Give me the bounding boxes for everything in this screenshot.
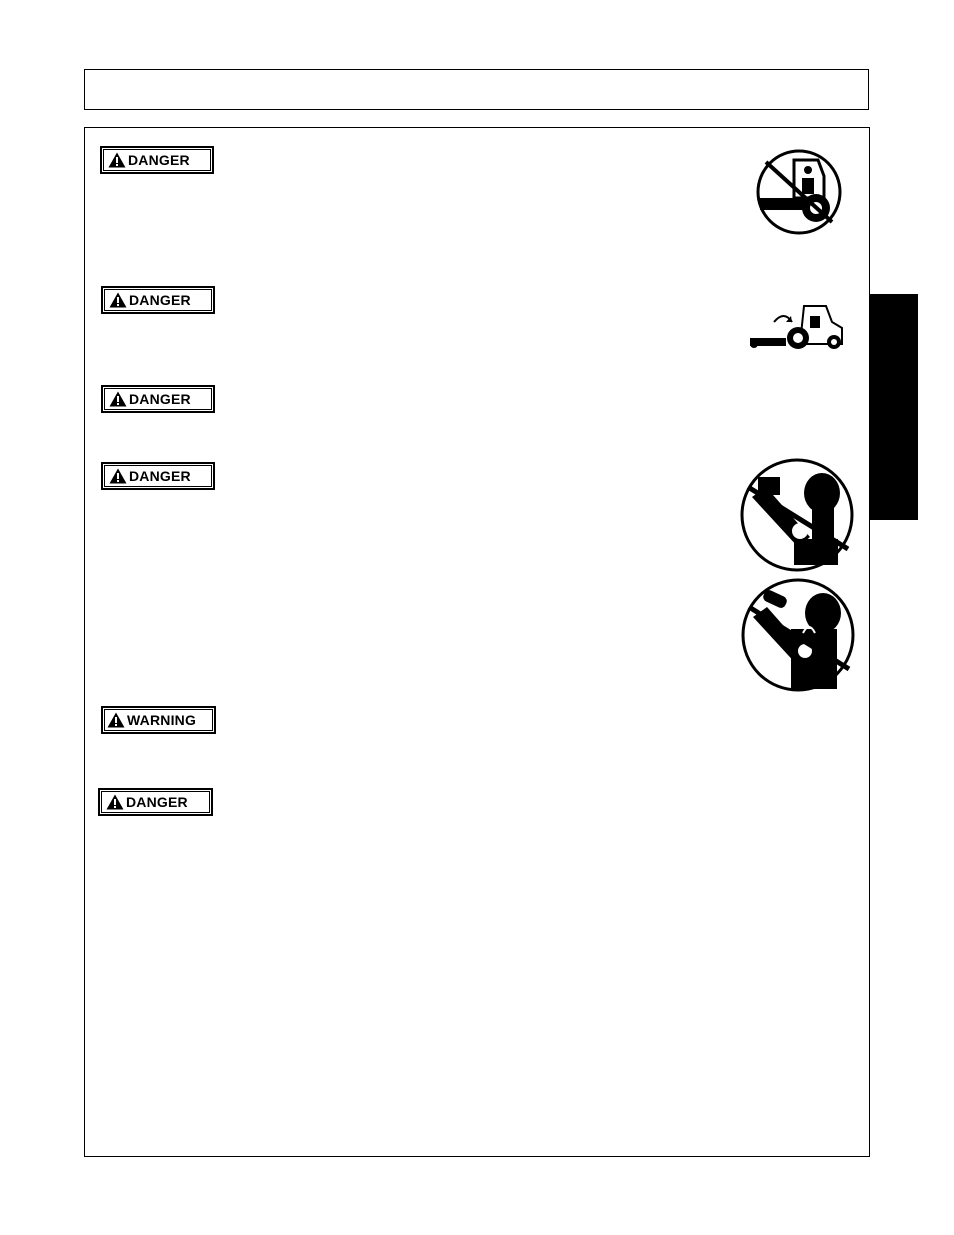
danger-badge: [101, 462, 215, 490]
warning-triangle-icon: [108, 152, 126, 168]
warning-triangle-icon: [109, 468, 127, 484]
danger-badge: [98, 788, 213, 816]
danger-label: DANGER: [129, 391, 191, 407]
danger-badge: [100, 146, 214, 174]
page-header-box: [84, 69, 869, 110]
danger-label: DANGER: [128, 152, 190, 168]
tractor-mower-icon: [746, 300, 846, 352]
warning-label: WARNING: [127, 712, 197, 728]
section-side-tab: [869, 294, 918, 520]
danger-badge: [101, 385, 215, 413]
warning-triangle-icon: [109, 292, 127, 308]
warning-triangle-icon: [106, 794, 124, 810]
no-alcohol-icon: [738, 457, 856, 573]
warning-triangle-icon: [107, 712, 125, 728]
danger-label: DANGER: [129, 468, 191, 484]
danger-label: DANGER: [129, 292, 191, 308]
no-riders-tractor-icon: [754, 148, 844, 236]
danger-label: DANGER: [126, 794, 188, 810]
warning-triangle-icon: [109, 391, 127, 407]
no-drugs-icon: [739, 577, 857, 693]
danger-badge: [101, 286, 215, 314]
warning-badge: [101, 706, 216, 734]
